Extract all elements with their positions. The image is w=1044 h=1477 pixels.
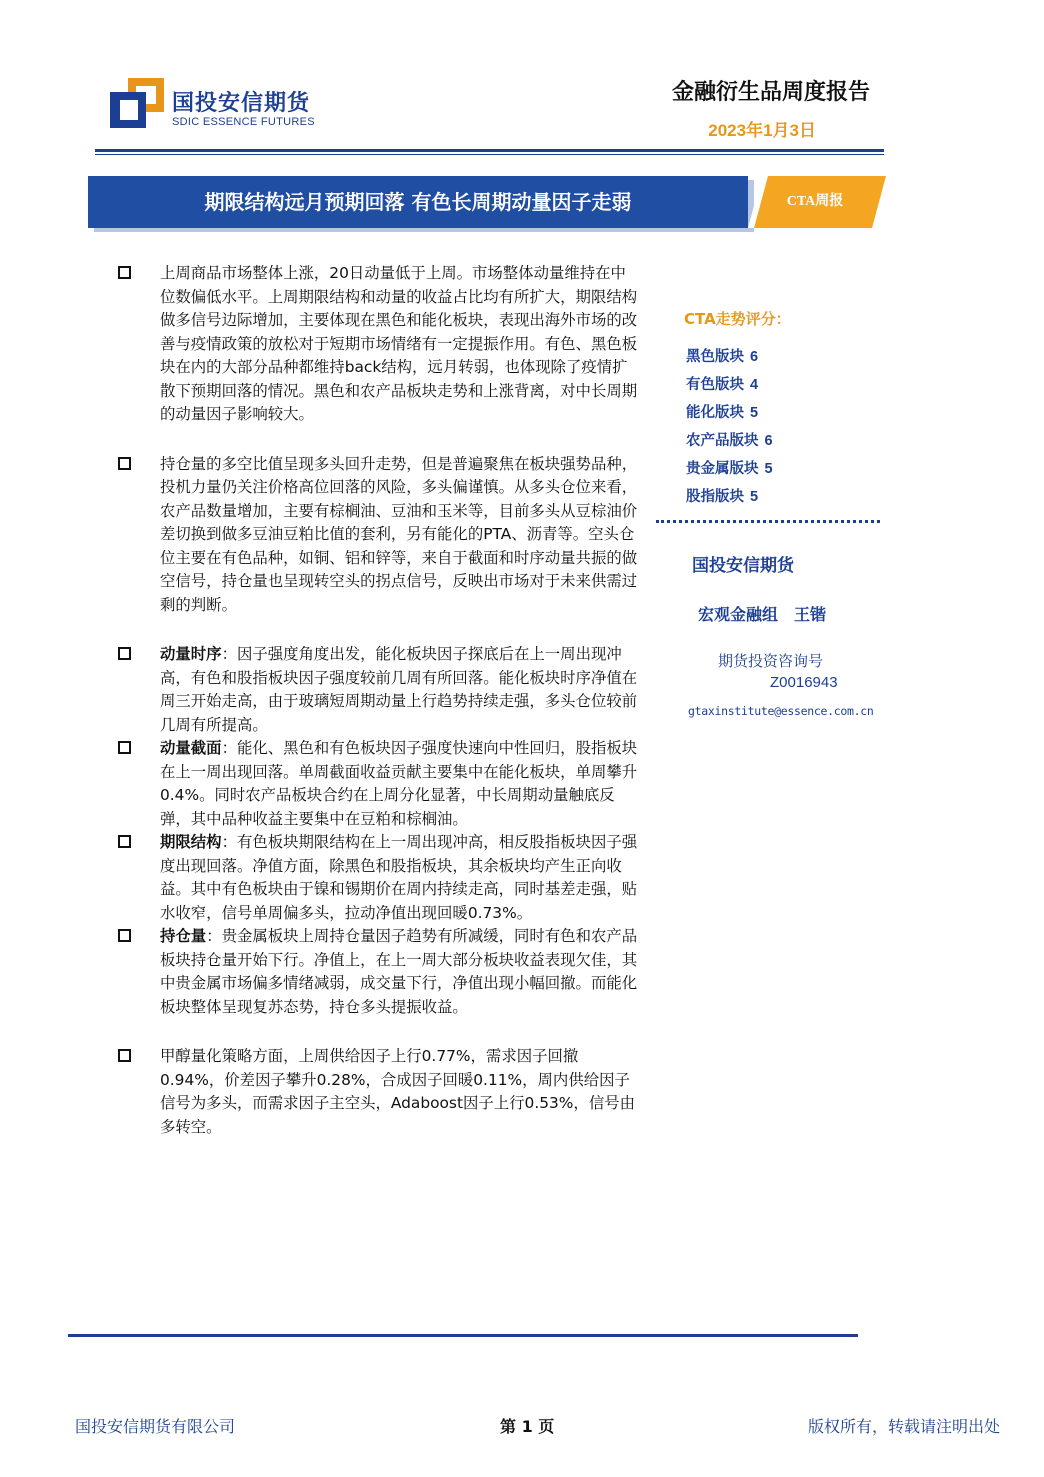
- summary-text: 上周商品市场整体上涨，20日动量低于上周。市场整体动量维持在中位数偏低水平。上周期限结构和动量的收益占比均有所扩大，期限结构做多信号边际增加，主要体现在黑色和能化板块，表现出海外市场的改善与疫情政策的放松对于短期市场情绪有一定提振作用。有色、黑色板块在内的大部分品种都维持back结构，远月转弱，也体现除了疫情扩散下预期回落的情况。黑色和农产品板块走势和上涨背离，对中长周期的动量因子影响较大。: [160, 264, 638, 423]
- summary-item-open-interest: [118, 925, 638, 1019]
- footer-divider: [68, 1334, 858, 1337]
- contact-email[interactable]: gtaxinstitute@essence.com.cn: [688, 704, 874, 718]
- bullet-square-icon: [118, 929, 131, 942]
- summary-lead: 动量时序: [160, 645, 222, 663]
- bullet-square-icon: [118, 741, 131, 754]
- summary-item-positions: [118, 453, 638, 618]
- report-type: 金融衍生品周度报告: [671, 80, 870, 105]
- bullet-square-icon: [118, 1049, 131, 1062]
- score-item: 黑色版块 6: [686, 349, 759, 365]
- header-divider-thin: [95, 154, 884, 155]
- cert-label: 期货投资咨询号: [718, 652, 824, 670]
- report-tag: CTA周报: [786, 194, 844, 209]
- summary-lead: 动量截面: [160, 739, 222, 757]
- footer-copyright: 版权所有，转载请注明出处: [807, 1417, 1000, 1436]
- sidebar-divider: [656, 520, 880, 523]
- summary-text: 持仓量的多空比值呈现多头回升走势，但是普遍聚焦在板块强势品种，投机力量仍关注价格高位回落的风险，多头偏谨慎。从多头仓位来看，农产品数量增加，主要有棕榈油、豆油和玉米等，目前多头从豆棕油价差切换到做多豆油豆粕比值的套利，另有能化的PTA、沥青等。空头仓位主要在有色品种，如铜、铝和锌等，来自于截面和时序动量共振的做空信号，持仓量也呈现转空头的拐点信号，反映出市场对于未来供需过剩的判断。: [160, 454, 638, 614]
- summary-text: 甲醇量化策略方面，上周供给因子上行0.77%，需求因子回撤0.94%，价差因子攀升0.28%，合成因子回暖0.11%，周内供给因子信号为多头，而需求因子主空头，Adaboost因子上行0.53%，信号由多转空。: [160, 1047, 635, 1136]
- report-date: 2023年1月3日: [708, 121, 816, 140]
- header-divider: [95, 149, 884, 152]
- score-item: 股指版块 5: [686, 489, 759, 505]
- footer-company: 国投安信期货有限公司: [75, 1417, 236, 1436]
- bullet-square-icon: [118, 835, 131, 848]
- sidebar-author: 宏观金融组 王锴: [698, 605, 827, 624]
- summary-item-momentum-ts: [118, 643, 638, 737]
- score-item: 能化版块 5: [686, 405, 759, 421]
- page-number: 第 1 页: [500, 1417, 555, 1436]
- summary-text: ：因子强度角度出发，能化板块因子探底后在上一周出现冲高，有色和股指板块因子强度较前几周有所回落。能化板块时序净值在周三开始走高，由于玻璃短周期动量上行趋势持续走强，多头仓位较前几周有所提高。: [160, 645, 638, 734]
- brand-name-en: SDIC ESSENCE FUTURES: [172, 116, 315, 128]
- cta-score-title: CTA走势评分：: [684, 310, 791, 328]
- summary-item-market: [118, 262, 638, 427]
- cert-number: Z0016943: [770, 674, 838, 691]
- summary-text: ：贵金属板块上周持仓量因子趋势有所减缓，同时有色和农产品板块持仓量开始下行。净值上，在上一周大部分板块收益表现欠佳，其中贵金属市场偏多情绪减弱，成交量下行，净值出现小幅回撤。而能化板块整体呈现复苏态势，持仓多头提振收益。: [160, 927, 638, 1016]
- bullet-square-icon: [118, 457, 131, 470]
- company-logo-icon: [110, 78, 164, 128]
- report-title: 期限结构远月预期回落 有色长周期动量因子走弱: [204, 190, 632, 214]
- summary-text: ：有色板块期限结构在上一周出现冲高，相反股指板块因子强度出现回落。净值方面，除黑色和股指板块，其余板块均产生正向收益。其中有色板块由于镍和锡期价在周内持续走高，同时基差走强，贴水收窄，信号单周偏多头，拉动净值出现回暖0.73%。: [160, 833, 638, 922]
- bullet-square-icon: [118, 647, 131, 660]
- summary-lead: 持仓量: [160, 927, 207, 945]
- score-item: 有色版块 4: [686, 377, 759, 393]
- summary-item-momentum-cs: [118, 737, 638, 831]
- sidebar-company: 国投安信期货: [692, 556, 794, 576]
- summary-lead: 期限结构: [160, 833, 222, 851]
- bullet-square-icon: [118, 266, 131, 279]
- score-item: 农产品版块 6: [686, 433, 773, 449]
- summary-list: [118, 262, 638, 1139]
- cta-score-list: [686, 343, 773, 511]
- summary-text: ：能化、黑色和有色板块因子强度快速向中性回归，股指板块在上一周出现回落。单周截面收益贡献主要集中在能化板块，单周攀升0.4%。同时农产品板块合约在上周分化显著，中长周期动量触底反弹，其中品种收益主要集中在豆粕和棕榈油。: [160, 739, 638, 828]
- summary-item-term-structure: [118, 831, 638, 925]
- summary-item-methanol: [118, 1045, 638, 1139]
- score-item: 贵金属版块 5: [686, 461, 773, 477]
- brand-name-cn: 国投安信期货: [172, 91, 311, 116]
